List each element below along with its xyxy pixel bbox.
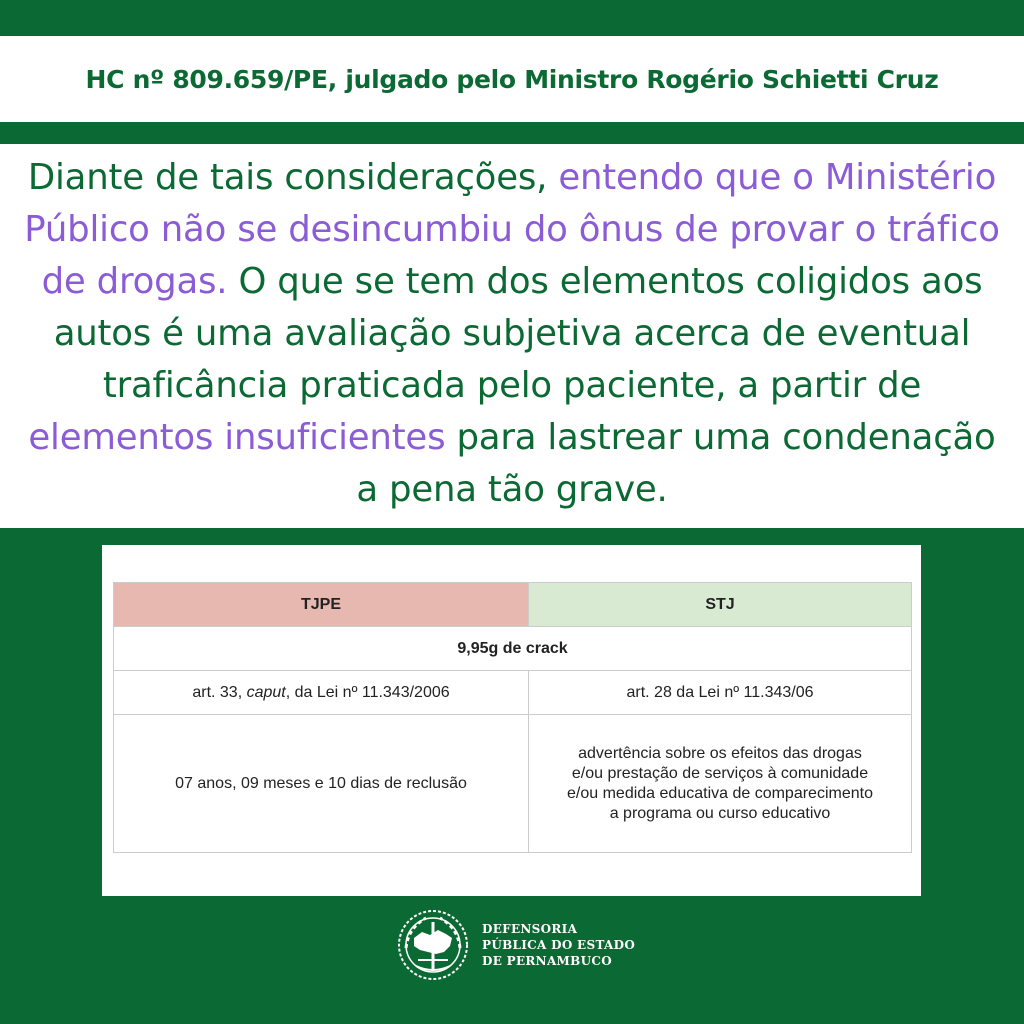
header-bar (0, 36, 1024, 122)
quote-part-2: O que se tem dos elementos coligidos aos autos é uma avaliação subjetiva acerca de eventual traficância praticada pelo paciente, a partir de (53, 261, 983, 406)
page-title: HC nº 809.659/PE, julgado pelo Ministro Rogério Schietti Cruz (85, 64, 939, 94)
tjpe-article-post: , da Lei nº 11.343/2006 (285, 683, 450, 701)
header-stj: STJ (529, 583, 912, 627)
tjpe-article-pre: art. 33, (192, 683, 247, 701)
quote-highlight-1: entendo que o Ministério Público não se desincumbiu do ônus de provar o tráfico de drogas. (24, 157, 1000, 302)
tjpe-article-cell (114, 671, 529, 715)
stj-sentence-line: a programa ou curso educativo (609, 804, 831, 822)
stj-sentence-line: advertência sobre os efeitos das drogas (578, 744, 862, 762)
quote-part-3: para lastrear uma condenação a pena tão grave. (356, 417, 996, 510)
substance-cell: 9,95g de crack (114, 627, 912, 671)
stj-sentence-line: e/ou prestação de serviços à comunidade (571, 764, 869, 782)
comparison-card (102, 545, 921, 896)
stj-article-cell: art. 28 da Lei nº 11.343/06 (529, 671, 912, 715)
top-band (0, 0, 1024, 36)
tjpe-sentence-cell: 07 anos, 09 meses e 10 dias de reclusão (114, 715, 529, 853)
header-tjpe: TJPE (114, 583, 529, 627)
divider-band (0, 122, 1024, 144)
table-header-row (114, 583, 912, 627)
quote-part-1: Diante de tais considerações, (27, 157, 559, 198)
quote-highlight-2: elementos insuficientes (28, 417, 446, 458)
org-line-3: DE PERNAMBUCO (482, 954, 612, 968)
org-line-2: PÚBLICA DO ESTADO (482, 938, 636, 952)
tjpe-article-italic: caput (246, 683, 286, 701)
comparison-table (113, 582, 912, 853)
org-name (482, 921, 635, 969)
table-row-article (114, 671, 912, 715)
table-row-sentence (114, 715, 912, 853)
org-line-1: DEFENSORIA (482, 922, 578, 936)
footer-logo (396, 905, 636, 985)
table-row-substance (114, 627, 912, 671)
defensoria-seal-icon (396, 908, 470, 982)
quote-text (20, 152, 1004, 516)
stj-sentence-cell (529, 715, 912, 853)
stj-sentence-line: e/ou medida educativa de comparecimento (567, 784, 873, 802)
